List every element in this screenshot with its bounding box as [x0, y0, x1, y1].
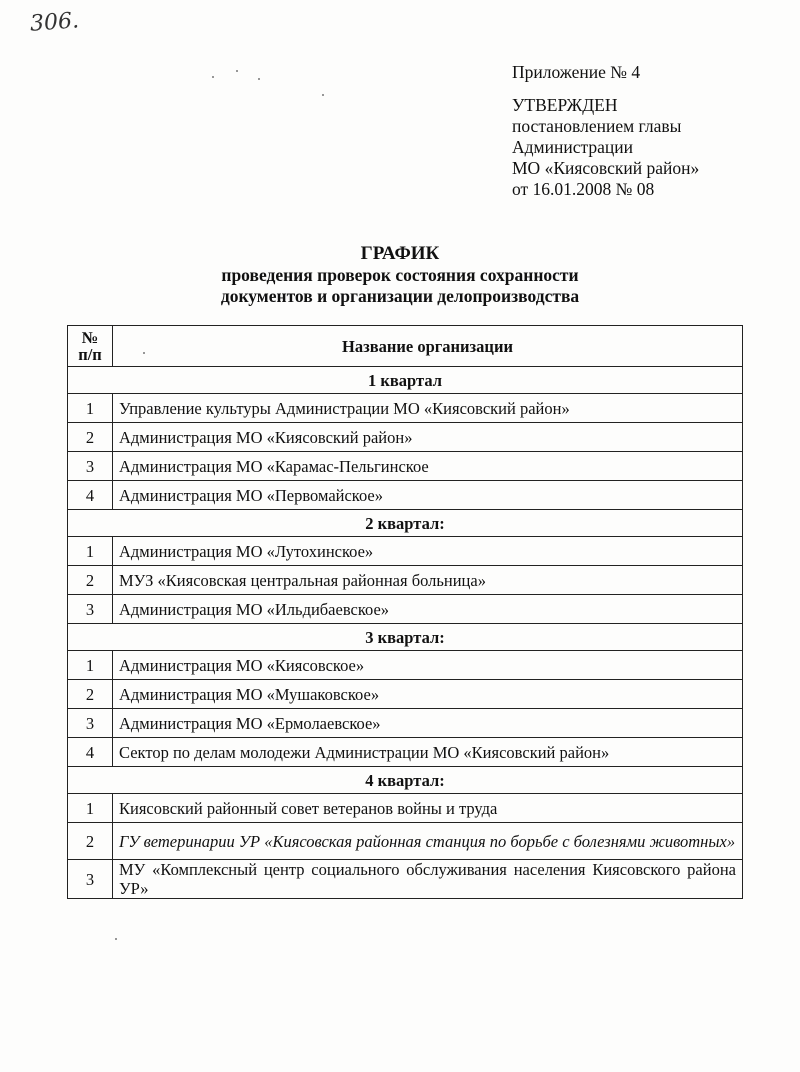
row-number: 3: [68, 860, 113, 899]
quarter-row: [68, 510, 743, 537]
row-number: 4: [68, 481, 113, 510]
document-subtitle-line-2: документов и организации делопроизводства: [220, 286, 580, 306]
organization-name: Администрация МО «Мушаковское»: [113, 680, 743, 709]
organization-name: Администрация МО «Первомайское»: [113, 481, 743, 510]
row-number: 1: [68, 651, 113, 680]
table-row: [68, 651, 743, 680]
organization-name: МУЗ «Киясовская центральная районная больница»: [113, 566, 743, 595]
table-row: [68, 452, 743, 481]
scan-speck: [236, 70, 238, 72]
schedule-table: [67, 325, 743, 899]
scan-speck: [258, 78, 260, 80]
row-number: 3: [68, 452, 113, 481]
organization-name: ГУ ветеринарии УР «Киясовская районная станция по борьбе с болезнями животных»: [113, 823, 743, 860]
quarter-row: [68, 367, 743, 394]
organization-name: Администрация МО «Ильдибаевское»: [113, 595, 743, 624]
table-row: [68, 394, 743, 423]
quarter-label: 3 квартал:: [68, 624, 743, 651]
row-number: 1: [68, 537, 113, 566]
scan-speck: [322, 94, 324, 96]
row-number: 3: [68, 595, 113, 624]
quarter-label: 1 квартал: [68, 367, 743, 394]
approval-stamp-block: [512, 62, 699, 200]
table-row: [68, 595, 743, 624]
organization-name: Администрация МО «Лутохинское»: [113, 537, 743, 566]
row-number: 1: [68, 794, 113, 823]
organization-name: Управление культуры Администрации МО «Киясовский район»: [113, 394, 743, 423]
header-number-cell: [68, 326, 113, 367]
approved-heading: УТВЕРЖДЕН: [512, 95, 618, 115]
table-row: [68, 680, 743, 709]
quarter-label: 2 квартал:: [68, 510, 743, 537]
organization-name: Администрация МО «Карамас-Пельгинское: [113, 452, 743, 481]
approval-line-4: от 16.01.2008 № 08: [512, 179, 655, 199]
approval-line-1: постановлением главы: [512, 116, 682, 136]
organization-name: Администрация МО «Киясовское»: [113, 651, 743, 680]
row-number: 1: [68, 394, 113, 423]
table-header-row: [68, 326, 743, 367]
header-name-cell: Название организации: [113, 326, 743, 367]
row-number: 2: [68, 423, 113, 452]
row-number: 3: [68, 709, 113, 738]
header-number-line-2: п/п: [78, 345, 102, 364]
document-title-block: [0, 243, 800, 307]
table-row: [68, 794, 743, 823]
row-number: 2: [68, 680, 113, 709]
table-row: [68, 823, 743, 860]
scan-speck: [143, 352, 145, 354]
approval-line-3: МО «Киясовский район»: [512, 158, 700, 178]
row-number: 2: [68, 566, 113, 595]
row-number: 4: [68, 738, 113, 767]
quarter-label: 4 квартал:: [68, 767, 743, 794]
header-number-line-1: №: [81, 328, 99, 347]
document-title: ГРАФИК: [360, 243, 440, 264]
scan-speck: [212, 76, 214, 78]
handwritten-page-number: 306.: [29, 8, 80, 37]
organization-name: Киясовский районный совет ветеранов войны и труда: [113, 794, 743, 823]
organization-name: Сектор по делам молодежи Администрации МО «Киясовский район»: [113, 738, 743, 767]
scan-speck: [115, 938, 117, 940]
organization-name: Администрация МО «Киясовский район»: [113, 423, 743, 452]
document-subtitle-line-1: проведения проверок состояния сохранности: [221, 265, 579, 285]
table-row: [68, 537, 743, 566]
row-number: 2: [68, 823, 113, 860]
table-row: [68, 423, 743, 452]
table-row: [68, 738, 743, 767]
table-row: [68, 860, 743, 899]
quarter-row: [68, 767, 743, 794]
appendix-label: Приложение № 4: [512, 62, 641, 82]
table-row: [68, 566, 743, 595]
approval-line-2: Администрации: [512, 137, 633, 157]
organization-name: МУ «Комплексный центр социального обслуживания населения Киясовского района УР»: [113, 860, 743, 899]
organization-name: Администрация МО «Ермолаевское»: [113, 709, 743, 738]
table-row: [68, 709, 743, 738]
table-row: [68, 481, 743, 510]
quarter-row: [68, 624, 743, 651]
